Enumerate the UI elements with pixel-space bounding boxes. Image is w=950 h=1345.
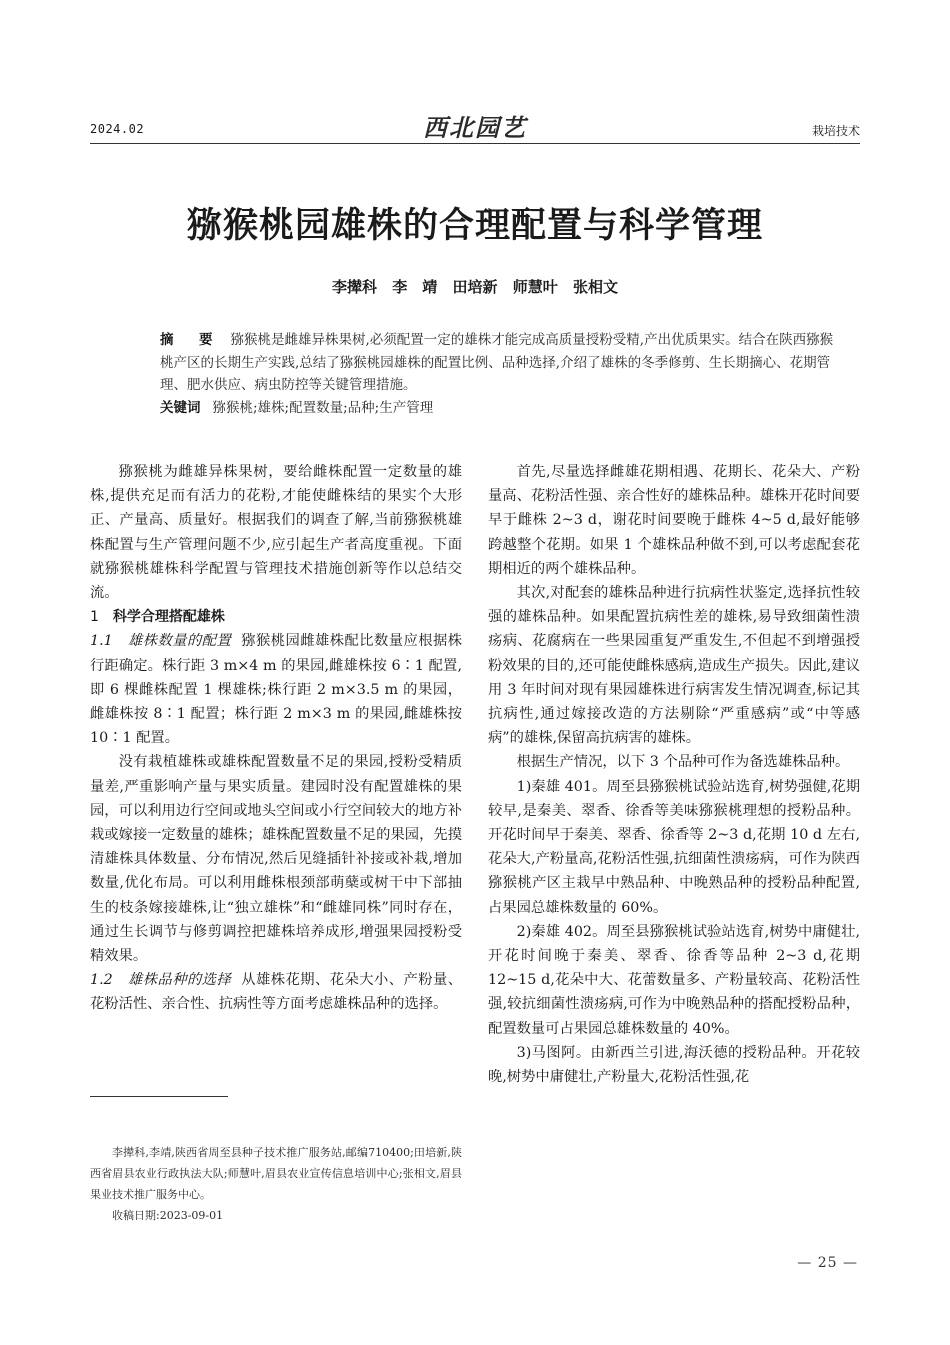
abstract-text: 猕猴桃是雌雄异株果树,必须配置一定的雄株才能完成高质量授粉受精,产出优质果实。结合在陕西猕猴桃产区的长期生产实践,总结了猕猴桃园雄株的配置比例、品种选择,介绍了雄株的冬季修剪、生长期摘心、花期管理、肥水供应、病虫防控等关键管理措施。 [160,332,834,393]
author: 田培新 [452,278,498,296]
issue-date: 2024.02 [90,122,145,136]
subsection-text: 从雄株花期、花朵大小、产粉量、花粉活性、亲合性、抗病性等方面考虑雄株品种的选择。 [90,972,462,1013]
article-title: 猕猴桃园雄株的合理配置与科学管理 [186,205,763,246]
author-list [90,276,860,297]
body-paragraph: 没有栽植雄株或雄株配置数量不足的果园,授粉受精质量差,严重影响产量与果实质量。建园时没有配置雄株的果园，可以利用边行空间或地头空间或小行空间较大的地方补栽或嫁接一定数量的雄株；雄株配置数量不足的果园，先摸清雄株具体数量、分布情况,然后见缝插针补接或补栽,增加数量,优化布局。可以利用雌株根颈部萌蘖或树干中下部抽生的枝条嫁接雄株,让“独立雄株”和“雌雄同株”同时存在，通过生长调节与修剪调控把雄株培养成形,增强果园授粉受精效果。 [90,754,462,965]
subsection-text: 猕猴桃园雌雄株配比数量应根据株行距确定。株行距 3 m×4 m 的果园,雌雄株按 6∶1 配置,即 6 棵雌株配置 1 棵雄株;株行距 2 m×3.5 m 的果园，雌雄株按 8∶1 配置；株行距 2 m×3 m 的果园,雌雄株按 10∶1 配置。 [90,633,462,747]
received-date: 收稿日期:2023-09-01 [112,1209,224,1222]
author-affiliations: 李撵科,李靖,陕西省周至县种子技术推广服务站,邮编710400;田培新,陕西省眉县农业行政执法大队;师慧叶,眉县农业宣传信息培训中心;张相文,眉县果业技术推广服务中心。 [90,1146,462,1201]
variety-paragraph: 2)秦雄 402。周至县猕猴桃试验站选育,树势中庸健壮,开花时间晚于秦美、翠香、徐香等品种 2~3 d,花期 12~15 d,花朵中大、花蕾数量多、产粉量较高、花粉活性强,较抗细菌性溃疡病,可作为中晚熟品种的搭配授粉品种，配置数量可占果园总雄株数量的 40%。 [488,923,860,1037]
subsection-label: 1.1 雄株数量的配置 [90,633,232,650]
journal-logo: 西北园艺 [423,113,527,142]
section-title: 科学合理搭配雄株 [112,609,225,626]
author: 李撵科 [331,278,377,296]
right-column [488,460,860,1089]
footnote [90,1142,462,1226]
section-heading-1 [90,605,462,629]
subsection-label: 1.2 雄株品种的选择 [90,972,232,989]
page-number: — 25 — [797,1255,858,1271]
section-name: 栽培技术 [811,124,860,138]
abstract-label: 摘 要 [160,332,219,348]
abstract-block [124,329,834,419]
subsection-1-1 [90,629,462,750]
author: 李 靖 [392,278,438,296]
keywords-text: 猕猴桃;雄株;配置数量;品种;生产管理 [212,399,434,416]
page-header [90,108,860,142]
body-paragraph: 首先,尽量选择雌雄花期相遇、花期长、花朵大、产粉量高、花粉活性强、亲合性好的雄株品种。雄株开花时间要早于雌株 2~3 d，谢花时间要晚于雌株 4~5 d,最好能够跨越整个花期。如果 1 个雄株品种做不到,可以考虑配套花期相近的两个雄株品种。 [488,464,860,577]
variety-paragraph: 1)秦雄 401。周至县猕猴桃试验站选育,树势强健,花期较早,是秦美、翠香、徐香等美味猕猴桃理想的授粉品种。开花时间早于秦美、翠香、徐香等 2~3 d,花期 10 d 左右,花朵大,产粉量高,花粉活性强,抗细菌性溃疡病，可作为陕西猕猴桃产区主栽早中熟品种、中晚熟品种的授粉品种配置,占果园总雄株数量的 60%。 [488,778,860,916]
footnote-rule [90,1096,228,1097]
author: 张相文 [572,278,618,296]
body-paragraph: 根据生产情况，以下 3 个品种可作为备选雄株品种。 [516,754,850,771]
keywords-label: 关键词 [160,399,201,416]
variety-paragraph: 3)马图阿。由新西兰引进,海沃德的授粉品种。开花较晚,树势中庸健壮,产粉量大,花粉活性强,花 [488,1044,860,1086]
header-rule [90,143,860,144]
body-paragraph: 其次,对配套的雄株品种进行抗病性状鉴定,选择抗性较强的雄株品种。如果配置抗病性差的雄株,易导致细菌性溃疡病、花腐病在一些果园重复严重发生,不但起不到增强授粉效果的目的,还可能使雌株感病,造成生产损失。因此,建议用 3 年时间对现有果园雄株进行病害发生情况调查,标记其抗病性,通过嫁接改造的方法剔除“严重感病”或“中等感病”的雄株,保留高抗病害的雄株。 [488,585,860,747]
left-column [90,460,462,1017]
author: 师慧叶 [512,278,558,296]
intro-paragraph: 猕猴桃为雌雄异株果树，要给雌株配置一定数量的雄株,提供充足而有活力的花粉,才能使雌株结的果实个大形正、产量高、质量好。根据我们的调查了解,当前猕猴桃雄株配置与生产管理问题不少,应引起生产者高度重视。下面就猕猴桃雄株科学配置与管理技术措施创新等作以总结交流。 [90,464,462,602]
section-number: 1 [90,609,99,626]
subsection-1-2 [90,968,462,1016]
